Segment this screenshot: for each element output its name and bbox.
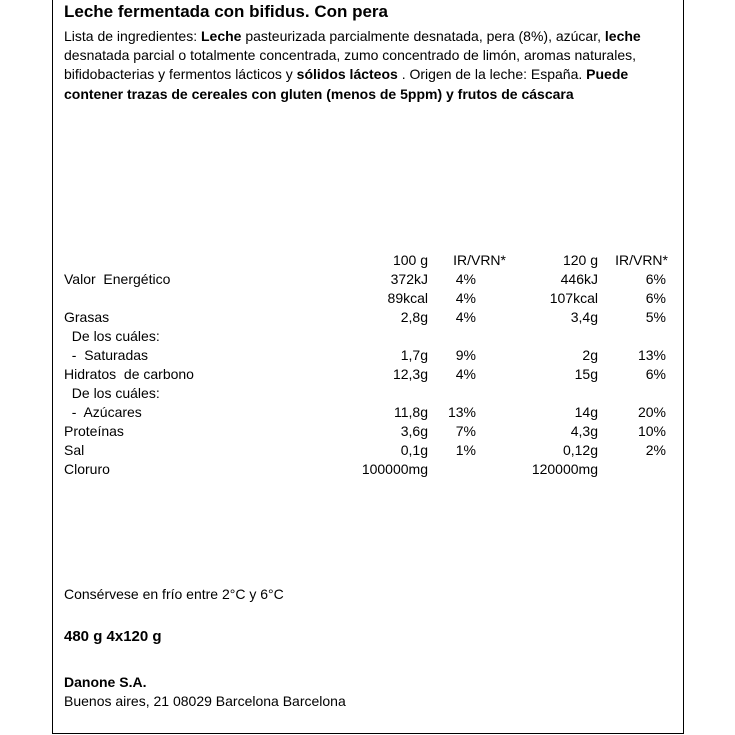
net-weight: 480 g 4x120 g	[64, 628, 162, 645]
nutrition-v100: 89kcal	[387, 290, 428, 306]
nutrition-v120: 14g	[574, 404, 598, 420]
nutrition-ir100: 4%	[455, 366, 476, 382]
nutrition-ir100: 13%	[447, 404, 476, 420]
nutrition-ir120: 13%	[637, 347, 666, 363]
nutrition-v100: 372kJ	[390, 271, 428, 287]
nutrition-ir100: 4%	[455, 309, 476, 325]
header-ir-100g: IR/VRN*	[453, 252, 506, 268]
nutrition-v120: 15g	[574, 366, 598, 382]
nutrition-v100: 0,1g	[400, 442, 428, 458]
ingredients-part: pasteurizada parcialmente desnatada, pera (8%), azúcar,	[241, 28, 605, 44]
nutrition-v120: 107kcal	[549, 290, 598, 306]
nutrition-label: Hidratos de carbono	[64, 366, 194, 382]
nutrition-v120: 0,12g	[562, 442, 598, 458]
nutrition-ir120: 2%	[645, 442, 666, 458]
nutrition-ir120: 6%	[645, 271, 666, 287]
nutrition-ir120: 5%	[645, 309, 666, 325]
nutrition-ir100: 7%	[455, 423, 476, 439]
nutrition-v100: 11,8g	[394, 404, 428, 420]
nutrition-label: Grasas	[64, 309, 110, 325]
nutrition-v100: 12,3g	[392, 366, 428, 382]
nutrition-ir100: 4%	[455, 271, 476, 287]
nutrition-v120: 2g	[582, 347, 598, 363]
nutrition-label: - Saturadas	[64, 347, 149, 363]
nutrition-ir120: 6%	[645, 290, 666, 306]
nutrition-v100: 100000mg	[361, 461, 428, 477]
allergen-warning: Puede contener trazas de cereales con gluten (menos de 5ppm) y frutos de cáscara	[64, 66, 629, 102]
nutrition-label: De los cuáles:	[64, 385, 160, 401]
allergen-solidos-lacteos: sólidos lácteos	[296, 66, 398, 83]
nutrition-label: Sal	[64, 442, 85, 458]
nutrition-ir120: 6%	[645, 366, 666, 382]
storage-instructions: Consérvese en frío entre 2°C y 6°C	[64, 586, 284, 602]
nutrition-v120: 3,4g	[570, 309, 598, 325]
nutrition-v120: 446kJ	[560, 271, 598, 287]
company-address: Buenos aires, 21 08029 Barcelona Barcelona	[64, 693, 346, 709]
nutrition-v100: 3,6g	[400, 423, 428, 439]
nutrition-v120: 4,3g	[570, 423, 598, 439]
nutrition-v100: 2,8g	[400, 309, 428, 325]
nutrition-ir120: 20%	[637, 404, 666, 420]
ingredients-part: desnatada parcial o totalmente concentrada, zumo concentrado de limón, aromas naturales, bifidobacterias y fermentos lácticos y	[64, 47, 637, 83]
nutrition-label: - Azúcares	[64, 404, 142, 420]
nutrition-ir120: 10%	[637, 423, 666, 439]
allergen-leche: Leche	[200, 28, 242, 44]
header-per-100g: 100 g	[392, 252, 428, 268]
ingredients-label: Lista de ingredientes:	[64, 28, 201, 44]
company-name: Danone S.A.	[64, 674, 147, 690]
nutrition-v100: 1,7g	[400, 347, 428, 363]
header-per-120g: 120 g	[562, 252, 598, 268]
nutrition-ir100: 9%	[455, 347, 476, 363]
nutrition-label: Valor Energético	[64, 271, 171, 287]
allergen-leche-2: leche	[604, 28, 641, 44]
ingredients-part: . Origen de la leche: España.	[397, 66, 587, 83]
nutrition-ir100: 4%	[455, 290, 476, 306]
nutrition-ir100: 1%	[455, 442, 476, 458]
nutrition-label: De los cuáles:	[64, 328, 160, 344]
nutrition-label: Proteínas	[64, 423, 124, 439]
header-ir-120g: IR/VRN*	[615, 252, 668, 268]
nutrition-label: Cloruro	[64, 461, 110, 477]
nutrition-v120: 120000mg	[531, 461, 598, 477]
product-title: Leche fermentada con bifidus. Con pera	[64, 2, 389, 21]
